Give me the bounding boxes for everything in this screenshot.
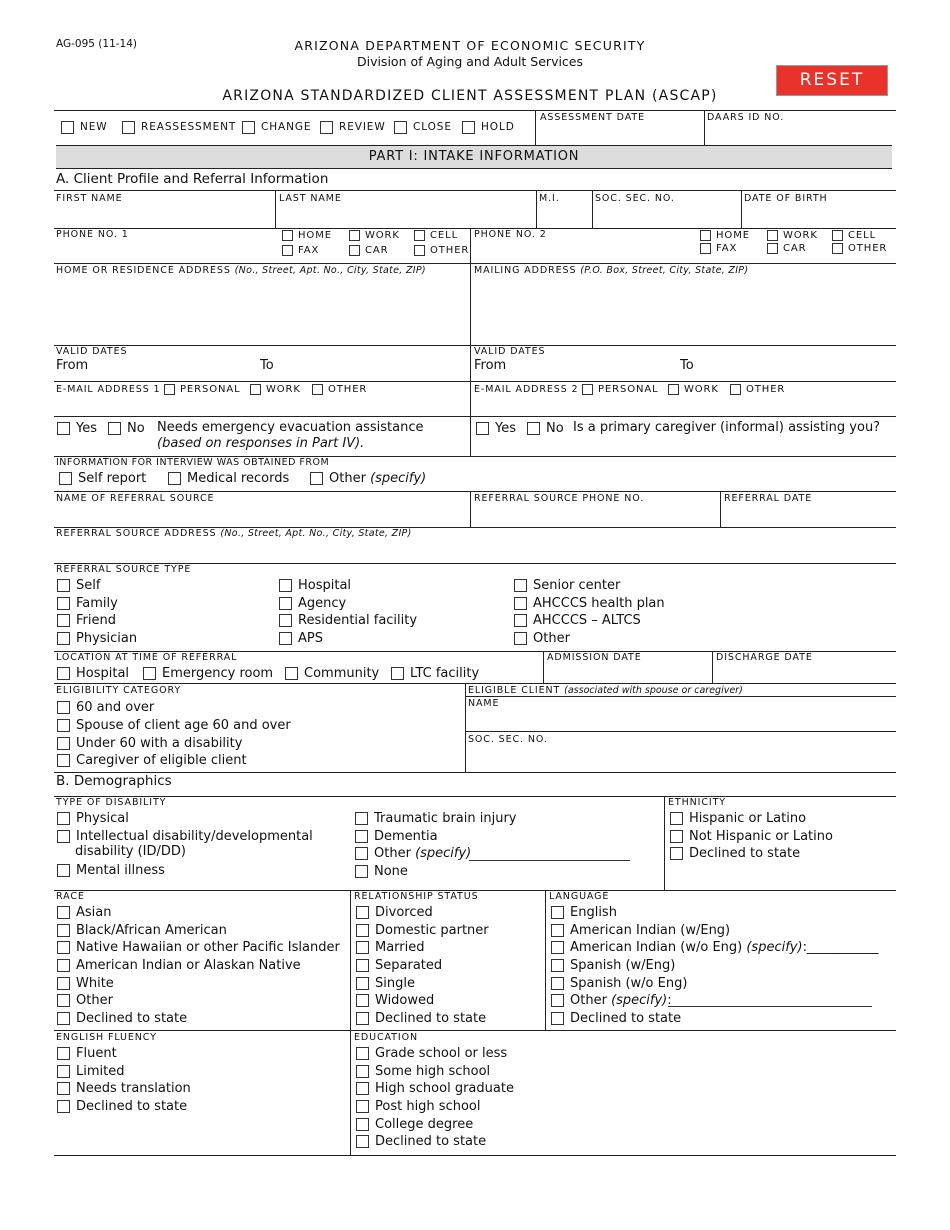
checkbox[interactable] — [57, 1082, 70, 1095]
checkbox[interactable] — [57, 719, 70, 732]
race-pacific-islander[interactable]: Native Hawaiian or other Pacific Islander — [57, 939, 340, 955]
checkbox[interactable] — [514, 614, 527, 627]
phone2-home-option[interactable]: HOME — [700, 229, 750, 242]
checkbox[interactable] — [356, 1012, 369, 1025]
checkbox[interactable] — [356, 1082, 369, 1095]
checkbox[interactable] — [168, 472, 181, 485]
eligibility-spouse[interactable]: Spouse of client age 60 and over — [57, 717, 291, 733]
checkbox[interactable] — [57, 614, 70, 627]
checkbox[interactable] — [700, 243, 711, 254]
language-other[interactable]: Other (specify) : — [551, 992, 672, 1008]
division-name: Division of Aging and Adult Services — [356, 54, 584, 69]
checkbox[interactable] — [668, 384, 679, 395]
checkbox[interactable] — [832, 243, 843, 254]
referral-type-physician[interactable]: Physician — [57, 630, 137, 646]
checkbox[interactable] — [356, 1100, 369, 1113]
checkbox[interactable] — [355, 865, 368, 878]
referral-type-hospital[interactable]: Hospital — [279, 577, 351, 593]
checkbox[interactable] — [57, 994, 70, 1007]
mailing-address-label: MAILING ADDRESS (P.O. Box, Street, City, State, ZIP) — [474, 265, 749, 276]
relationship-married[interactable]: Married — [356, 939, 425, 955]
checkbox[interactable] — [282, 245, 293, 256]
info-other-option[interactable]: Other (specify) — [310, 470, 426, 486]
relationship-separated[interactable]: Separated — [356, 957, 442, 973]
phone1-home-option[interactable]: HOME — [282, 229, 332, 242]
checkbox[interactable] — [394, 121, 407, 134]
location-hospital[interactable]: Hospital — [57, 665, 129, 681]
referral-type-altcs[interactable]: AHCCCS – ALTCS — [514, 612, 641, 628]
eligibility-under-60[interactable]: Under 60 with a disability — [57, 735, 242, 751]
eligibility-60-over[interactable]: 60 and over — [57, 699, 154, 715]
checkbox[interactable] — [356, 924, 369, 937]
form-code: AG-095 (11-14) — [56, 38, 138, 50]
referral-type-aps[interactable]: APS — [279, 630, 323, 646]
disability-id-dd-cont: disability (ID/DD) — [75, 844, 187, 859]
checkbox[interactable] — [414, 230, 425, 241]
education-college-degree[interactable]: College degree — [356, 1116, 473, 1132]
phone2-fax-option[interactable]: FAX — [700, 242, 737, 255]
type-close-option[interactable]: CLOSE — [394, 120, 452, 134]
language-label: LANGUAGE — [549, 891, 610, 902]
email2-personal-option[interactable]: PERSONAL — [582, 383, 659, 396]
checkbox[interactable] — [476, 422, 489, 435]
checkbox[interactable] — [551, 959, 564, 972]
relationship-declined[interactable]: Declined to state — [356, 1010, 486, 1026]
dob-label: DATE OF BIRTH — [744, 193, 828, 204]
caregiver-no-option[interactable]: No — [527, 420, 564, 436]
checkbox[interactable] — [356, 959, 369, 972]
checkbox[interactable] — [356, 941, 369, 954]
checkbox[interactable] — [356, 1065, 369, 1078]
checkbox[interactable] — [349, 230, 360, 241]
education-declined[interactable]: Declined to state — [356, 1133, 486, 1149]
phone1-car-option[interactable]: CAR — [349, 244, 388, 257]
checkbox[interactable] — [551, 924, 564, 937]
race-other[interactable]: Other — [57, 992, 113, 1008]
relationship-domestic[interactable]: Domestic partner — [356, 922, 489, 938]
checkbox[interactable] — [356, 994, 369, 1007]
email2-label: E-MAIL ADDRESS 2 — [474, 384, 579, 395]
checkbox[interactable] — [57, 1012, 70, 1025]
checkbox[interactable] — [356, 1047, 369, 1060]
ethnicity-label: ETHNICITY — [668, 797, 726, 808]
checkbox[interactable] — [514, 579, 527, 592]
type-change-option[interactable]: CHANGE — [242, 120, 311, 134]
referral-type-other[interactable]: Other — [514, 630, 570, 646]
checkbox[interactable] — [551, 941, 564, 954]
ssn-label: SOC. SEC. NO. — [595, 193, 675, 204]
checkbox[interactable] — [57, 906, 70, 919]
phone2-work-option[interactable]: WORK — [767, 229, 818, 242]
checkbox[interactable] — [514, 597, 527, 610]
email2-work-option[interactable]: WORK — [668, 383, 719, 396]
referral-address-label: REFERRAL SOURCE ADDRESS (No., Street, Apt. No., City, State, ZIP) — [56, 528, 412, 539]
checkbox[interactable] — [700, 230, 711, 241]
eligible-client-ssn-label: SOC. SEC. NO. — [468, 734, 548, 745]
section-a-title: A. Client Profile and Referral Information — [56, 171, 329, 187]
language-spanish-no-eng[interactable]: Spanish (w/o Eng) — [551, 975, 687, 991]
phone1-label: PHONE NO. 1 — [56, 229, 129, 240]
referral-date-label: REFERRAL DATE — [724, 493, 813, 504]
mail-valid-to-label: To — [680, 358, 694, 373]
checkbox[interactable] — [670, 812, 683, 825]
disability-id-dd[interactable]: Intellectual disability/developmental — [57, 828, 313, 844]
ethnicity-hispanic[interactable]: Hispanic or Latino — [670, 810, 806, 826]
location-label: LOCATION AT TIME OF REFERRAL — [56, 652, 238, 663]
checkbox[interactable] — [279, 614, 292, 627]
checkbox[interactable] — [285, 667, 298, 680]
checkbox[interactable] — [767, 243, 778, 254]
email2-other-option[interactable]: OTHER — [730, 383, 785, 396]
checkbox[interactable] — [57, 1065, 70, 1078]
caregiver-question: Is a primary caregiver (informal) assisting you? — [573, 420, 881, 435]
language-spanish-eng[interactable]: Spanish (w/Eng) — [551, 957, 675, 973]
checkbox[interactable] — [310, 472, 323, 485]
mail-valid-from-label: From — [474, 358, 507, 373]
checkbox[interactable] — [279, 579, 292, 592]
location-ltc-facility[interactable]: LTC facility — [391, 665, 479, 681]
info-self-report-option[interactable]: Self report — [59, 470, 146, 486]
checkbox[interactable] — [767, 230, 778, 241]
checkbox[interactable] — [143, 667, 156, 680]
type-hold-option[interactable]: HOLD — [462, 120, 515, 134]
checkbox[interactable] — [57, 737, 70, 750]
fluency-declined[interactable]: Declined to state — [57, 1098, 187, 1114]
admission-date-label: ADMISSION DATE — [547, 652, 642, 663]
checkbox[interactable] — [57, 1047, 70, 1060]
disability-label: TYPE OF DISABILITY — [56, 797, 167, 808]
education-post-high-school[interactable]: Post high school — [356, 1098, 481, 1114]
education-grade-school[interactable]: Grade school or less — [356, 1045, 507, 1061]
checkbox[interactable] — [164, 384, 175, 395]
language-english[interactable]: English — [551, 904, 617, 920]
phone1-cell-option[interactable]: CELL — [414, 229, 458, 242]
ethnicity-not-hispanic[interactable]: Not Hispanic or Latino — [670, 828, 833, 844]
eligibility-label: ELIGIBILITY CATEGORY — [56, 685, 182, 696]
checkbox[interactable] — [279, 632, 292, 645]
checkbox[interactable] — [57, 1100, 70, 1113]
referral-type-label: REFERRAL SOURCE TYPE — [56, 564, 192, 575]
info-medical-records-option[interactable]: Medical records — [168, 470, 289, 486]
checkbox[interactable] — [59, 472, 72, 485]
education-label: EDUCATION — [354, 1032, 418, 1043]
checkbox[interactable] — [551, 977, 564, 990]
fluency-fluent[interactable]: Fluent — [57, 1045, 117, 1061]
disability-other-line[interactable] — [469, 860, 630, 861]
first-name-label: FIRST NAME — [56, 193, 123, 204]
checkbox[interactable] — [391, 667, 404, 680]
checkbox[interactable] — [242, 121, 255, 134]
checkbox[interactable] — [551, 1012, 564, 1025]
race-american-indian[interactable]: American Indian or Alaskan Native — [57, 957, 301, 973]
phone2-cell-option[interactable]: CELL — [832, 229, 876, 242]
checkbox[interactable] — [57, 754, 70, 767]
checkbox[interactable] — [57, 941, 70, 954]
checkbox[interactable] — [61, 121, 74, 134]
disability-mental[interactable]: Mental illness — [57, 862, 165, 878]
disability-none[interactable]: None — [355, 863, 408, 879]
checkbox[interactable] — [320, 121, 333, 134]
evac-no-option[interactable]: No — [108, 420, 145, 436]
checkbox[interactable] — [356, 1118, 369, 1131]
valid-from-label: From — [56, 358, 89, 373]
referral-type-residential[interactable]: Residential facility — [279, 612, 417, 628]
disability-physical[interactable]: Physical — [57, 810, 129, 826]
education-some-high-school[interactable]: Some high school — [356, 1063, 490, 1079]
phone2-other-option[interactable]: OTHER — [832, 242, 887, 255]
form-title: ARIZONA STANDARDIZED CLIENT ASSESSMENT PLAN (ASCAP) — [222, 88, 718, 104]
checkbox[interactable] — [551, 906, 564, 919]
checkbox[interactable] — [356, 1135, 369, 1148]
referral-phone-label: REFERRAL SOURCE PHONE NO. — [474, 493, 645, 504]
assessment-date-label: ASSESSMENT DATE — [540, 112, 645, 123]
email1-work-option[interactable]: WORK — [250, 383, 301, 396]
checkbox[interactable] — [57, 830, 70, 843]
agency-name: ARIZONA DEPARTMENT OF ECONOMIC SECURITY — [294, 38, 646, 53]
checkbox[interactable] — [462, 121, 475, 134]
checkbox[interactable] — [57, 597, 70, 610]
race-asian[interactable]: Asian — [57, 904, 111, 920]
checkbox[interactable] — [670, 847, 683, 860]
language-declined[interactable]: Declined to state — [551, 1010, 681, 1026]
language-other-line[interactable] — [668, 1006, 872, 1007]
checkbox[interactable] — [108, 422, 121, 435]
checkbox[interactable] — [250, 384, 261, 395]
checkbox[interactable] — [57, 864, 70, 877]
home-address-label: HOME OR RESIDENCE ADDRESS (No., Street, Apt. No., City, State, ZIP) — [56, 265, 426, 276]
checkbox[interactable] — [355, 812, 368, 825]
part1-header: PART I: INTAKE INFORMATION — [56, 145, 892, 169]
type-new-option[interactable]: NEW — [61, 120, 108, 134]
checkbox[interactable] — [832, 230, 843, 241]
checkbox[interactable] — [282, 230, 293, 241]
race-black[interactable]: Black/African American — [57, 922, 227, 938]
referral-type-agency[interactable]: Agency — [279, 595, 346, 611]
ethnicity-declined[interactable]: Declined to state — [670, 845, 800, 861]
last-name-label: LAST NAME — [279, 193, 342, 204]
disability-other[interactable]: Other (specify) — [355, 845, 471, 861]
type-review-option[interactable]: REVIEW — [320, 120, 386, 134]
referral-type-family[interactable]: Family — [57, 595, 118, 611]
checkbox[interactable] — [57, 667, 70, 680]
checkbox[interactable] — [551, 994, 564, 1007]
eligible-client-name-label: NAME — [468, 698, 500, 709]
referral-type-ahcccs-plan[interactable]: AHCCCS health plan — [514, 595, 665, 611]
checkbox[interactable] — [514, 632, 527, 645]
referral-type-senior-center[interactable]: Senior center — [514, 577, 620, 593]
phone2-label: PHONE NO. 2 — [474, 229, 547, 240]
assessment-date-field[interactable] — [536, 124, 702, 144]
type-reassessment-option[interactable]: REASSESSMENT — [122, 120, 236, 134]
language-ai-no-eng[interactable]: American Indian (w/o Eng) (specify) :___________ — [551, 939, 878, 955]
valid-dates-label: VALID DATES — [56, 346, 128, 357]
race-label: RACE — [56, 891, 85, 902]
caregiver-yes-option[interactable]: Yes — [476, 420, 516, 436]
checkbox[interactable] — [582, 384, 593, 395]
email1-label: E-MAIL ADDRESS 1 — [56, 384, 161, 395]
checkbox[interactable] — [312, 384, 323, 395]
section-b-title: B. Demographics — [56, 773, 172, 789]
checkbox[interactable] — [57, 959, 70, 972]
location-community[interactable]: Community — [285, 665, 379, 681]
phone1-fax-option[interactable]: FAX — [282, 244, 319, 257]
phone2-car-option[interactable]: CAR — [767, 242, 806, 255]
checkbox[interactable] — [57, 977, 70, 990]
checkbox[interactable] — [279, 597, 292, 610]
checkbox[interactable] — [57, 701, 70, 714]
checkbox[interactable] — [122, 121, 135, 134]
checkbox[interactable] — [57, 632, 70, 645]
evac-question: Needs emergency evacuation assistance — [157, 420, 424, 435]
phone1-work-option[interactable]: WORK — [349, 229, 400, 242]
valid-to-label: To — [260, 358, 274, 373]
relationship-divorced[interactable]: Divorced — [356, 904, 433, 920]
race-declined[interactable]: Declined to state — [57, 1010, 187, 1026]
race-white[interactable]: White — [57, 975, 114, 991]
checkbox[interactable] — [670, 830, 683, 843]
referral-type-friend[interactable]: Friend — [57, 612, 116, 628]
eligibility-caregiver[interactable]: Caregiver of eligible client — [57, 752, 247, 768]
email1-other-option[interactable]: OTHER — [312, 383, 367, 396]
checkbox[interactable] — [57, 812, 70, 825]
checkbox[interactable] — [355, 847, 368, 860]
discharge-date-label: DISCHARGE DATE — [716, 652, 813, 663]
relationship-widowed[interactable]: Widowed — [356, 992, 434, 1008]
fluency-label: ENGLISH FLUENCY — [56, 1032, 157, 1043]
checkbox[interactable] — [414, 245, 425, 256]
evac-yes-option[interactable]: Yes — [57, 420, 97, 436]
mi-label: M.I. — [539, 193, 560, 204]
checkbox[interactable] — [730, 384, 741, 395]
phone1-other-option[interactable]: OTHER — [414, 244, 469, 257]
referral-name-label: NAME OF REFERRAL SOURCE — [56, 493, 215, 504]
checkbox[interactable] — [57, 924, 70, 937]
location-emergency-room[interactable]: Emergency room — [143, 665, 273, 681]
mail-valid-dates-label: VALID DATES — [474, 346, 546, 357]
disability-tbi[interactable]: Traumatic brain injury — [355, 810, 517, 826]
fluency-needs-translation[interactable]: Needs translation — [57, 1080, 191, 1096]
relationship-single[interactable]: Single — [356, 975, 415, 991]
daars-id-field[interactable] — [706, 124, 894, 144]
info-source-label: INFORMATION FOR INTERVIEW WAS OBTAINED FROM — [56, 457, 330, 468]
checkbox[interactable] — [349, 245, 360, 256]
checkbox[interactable] — [355, 830, 368, 843]
evac-question-note: (based on responses in Part IV). — [157, 436, 365, 451]
daars-id-label: DAARS ID NO. — [707, 112, 785, 123]
education-high-school-grad[interactable]: High school graduate — [356, 1080, 514, 1096]
language-ai-eng[interactable]: American Indian (w/Eng) — [551, 922, 730, 938]
eligible-client-label: ELIGIBLE CLIENT (associated with spouse or caregiver) — [468, 685, 743, 696]
checkbox[interactable] — [527, 422, 540, 435]
disability-dementia[interactable]: Dementia — [355, 828, 438, 844]
referral-type-self[interactable]: Self — [57, 577, 100, 593]
checkbox[interactable] — [57, 579, 70, 592]
checkbox[interactable] — [57, 422, 70, 435]
fluency-limited[interactable]: Limited — [57, 1063, 124, 1079]
checkbox[interactable] — [356, 977, 369, 990]
relationship-label: RELATIONSHIP STATUS — [354, 891, 479, 902]
reset-button[interactable]: RESET — [776, 65, 888, 96]
email1-personal-option[interactable]: PERSONAL — [164, 383, 241, 396]
checkbox[interactable] — [356, 906, 369, 919]
